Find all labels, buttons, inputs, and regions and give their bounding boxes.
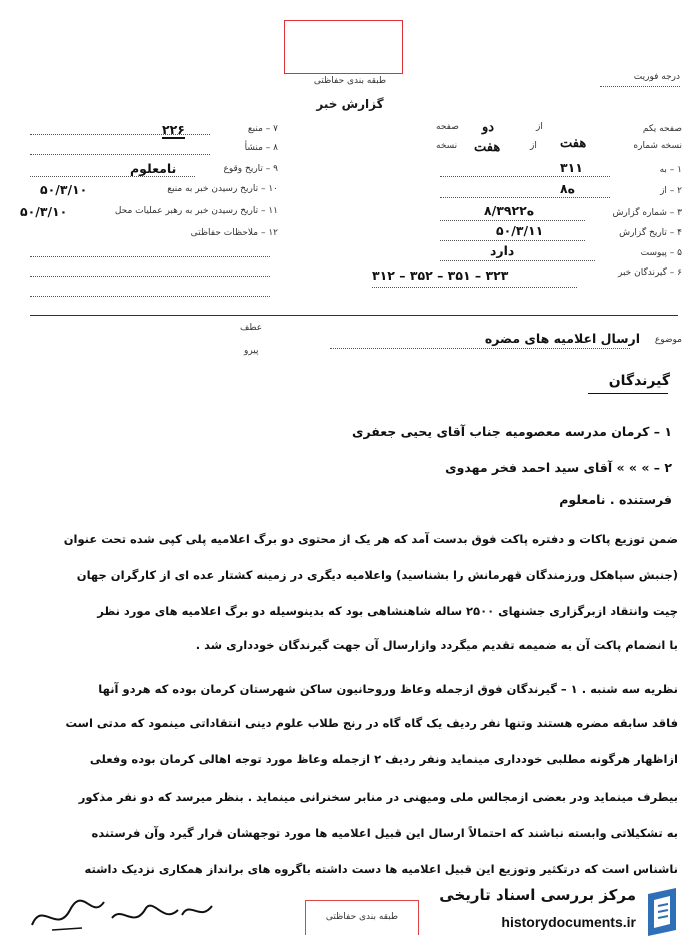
field-7-label: ۷ – منبع: [247, 124, 278, 134]
subject-label: موضوع: [654, 335, 682, 345]
paragraph-1-line-2: (جنبش سپاهکل ورزمندگان قهرمانش را بشناسید) واعلامیه دیگری در زمینه کشتار عده ای از کارگران جهان: [76, 568, 678, 582]
urgency-label: درجه فوریت: [633, 72, 680, 82]
copy-suffix: نسخه: [436, 141, 458, 151]
archive-logo-url: historydocuments.ir: [501, 914, 636, 930]
field-12-line-3: [30, 296, 270, 297]
recipient-1: ۱ – کرمان مدرسه معصومیه جناب آقای یحیی جعفری: [352, 424, 672, 439]
field-3-label: ۳ – شماره گزارش: [612, 208, 682, 218]
field-8-line: [30, 154, 210, 155]
copy-of: از: [530, 141, 537, 151]
page-total: دو: [482, 120, 495, 135]
field-12-line-2: [30, 276, 270, 277]
paragraph-1-line-3: چیت وانتقاد ازبرگزاری جشنهای ۲۵۰۰ ساله شاهنشاهی بود که بدینوسیله دو برگ اعلامیه های مورد نظر: [97, 604, 678, 618]
recipients-heading-underline: [588, 393, 668, 394]
section-divider: [30, 315, 678, 316]
urgency-line: [600, 86, 680, 87]
subject-side-1: عطف: [240, 323, 263, 333]
paragraph-2-line-2: فاقد سابقه مضره هستند وتنها نفر ردیف یک گاه گاه در رنج طلاب علوم دینی انتقاداتی مینمود که مدتی است: [65, 716, 678, 730]
archive-logo-icon: [640, 884, 686, 938]
field-2-value: ۸ه: [560, 181, 576, 196]
page-of: از: [536, 122, 543, 132]
field-1-value: ۳۱۱: [560, 160, 583, 175]
field-3-line: [440, 220, 585, 221]
copy-value: هفت: [560, 136, 587, 151]
copy-label: نسخه شماره: [633, 141, 682, 151]
field-1-line: [440, 176, 610, 177]
field-4-line: [440, 240, 585, 241]
signature-image: [22, 880, 222, 940]
archive-logo-title: مرکز بررسی اسناد تاریخی: [439, 886, 636, 904]
paragraph-2-line-4: بیطرف مینماید ودر بعضی ازمجالس ملی ومیهنی در منابر سخنرانی مینماید . بنظر میرسد که دو نفر مذکور: [78, 790, 678, 804]
field-12-label: ۱۲ – ملاحظات حفاظتی: [190, 228, 278, 238]
field-4-value: ۵۰/۳/۱۱: [496, 223, 544, 238]
field-6-label: ۶ – گیرندگان خبر: [617, 268, 682, 278]
classification-bottom: طبقه بندی حفاظتی: [325, 912, 399, 922]
paragraph-2-line-3: ازاظهار هرگونه مطلبی خودداری مینماید ونفر ردیف ۲ ازجمله وعاظ مورد توجه اهالی کرمان بوده وفعلی: [89, 752, 678, 766]
field-9-value: نامعلوم: [130, 161, 177, 176]
subject-line: [330, 348, 630, 349]
field-2-line: [440, 197, 610, 198]
field-1-label: ۱ – به: [659, 165, 682, 175]
field-12-line-1: [30, 256, 270, 257]
field-4-label: ۴ – تاریخ گزارش: [619, 228, 682, 238]
report-title: گزارش خبر: [316, 97, 384, 111]
field-11-value: ۵۰/۳/۱۰: [20, 204, 68, 219]
page-label: صفحه یکم: [642, 124, 682, 134]
field-10-value: ۵۰/۳/۱۰: [40, 182, 88, 197]
paragraph-1-line-4: با انضمام پاکت آن به ضمیمه تقدیم میگردد وازارسال آن جهت گیرندگان خودداری شد .: [195, 638, 678, 652]
field-7-value: ۲۲۶: [162, 122, 185, 137]
field-6-line: [372, 287, 577, 288]
paragraph-2-line-1: نظریه سه شنبه . ۱ – گیرندگان فوق ازجمله وعاظ وروحانیون ساکن شهرستان کرمان بوده که هردو آنها: [98, 682, 678, 696]
field-5-label: ۵ – پیوست: [640, 248, 682, 258]
classification-bottom-box: [305, 900, 419, 935]
classification-top: طبقه بندی حفاظتی: [313, 76, 387, 86]
field-9-line: [30, 176, 195, 177]
subject-value: ارسال اعلامیه های مضره: [484, 331, 640, 346]
field-10-label: ۱۰ – تاریخ رسیدن خبر به منبع: [167, 184, 278, 194]
archive-logo: [420, 880, 690, 942]
subject-side-2: پیرو: [244, 346, 259, 356]
field-2-label: ۲ – از: [660, 186, 682, 196]
field-11-label: ۱۱ – تاریخ رسیدن خبر به رهبر عملیات محل: [114, 206, 278, 216]
field-3-value: ۸/۳۹۲۲ه: [484, 203, 535, 218]
field-7-line: [30, 134, 210, 135]
field-5-line: [440, 260, 595, 261]
copy-total: هفت: [474, 140, 501, 155]
paragraph-1-line-1: ضمن توزیع پاکات و دفتره پاکت فوق بدست آمد که هر یک از محتوی دو برگ اعلامیه پلی کپی شده تحت عنوان: [63, 532, 678, 546]
classification-stamp-box: [284, 20, 403, 74]
field-8-label: ۸ – منشأ: [244, 143, 278, 153]
field-9-label: ۹ – تاریخ وقوع: [223, 164, 278, 174]
page-suffix: صفحه: [436, 122, 459, 132]
recipient-2: ۲ – » » » آقای سید احمد فخر مهدوی: [445, 460, 672, 475]
field-6-value: ۳۱۲ – ۳۵۲ – ۳۵۱ – ۳۲۳: [372, 268, 509, 283]
sender: فرستنده . نامعلوم: [559, 492, 672, 507]
field-5-value: دارد: [490, 243, 515, 258]
paragraph-2-line-5: به تشکیلاتی وابسته نباشند که احتمالاً ارسال این قبیل اعلامیه ها مورد توجهشان قرار گیرد وآن فرستنده: [91, 826, 678, 840]
paragraph-2-line-6: ناشناس است که درتکثیر وتوزیع این قبیل اعلامیه ها دست داشته باگروه های برانداز همکاری نزدیک داشته: [84, 862, 678, 876]
recipients-heading: گیرندگان: [608, 373, 670, 389]
